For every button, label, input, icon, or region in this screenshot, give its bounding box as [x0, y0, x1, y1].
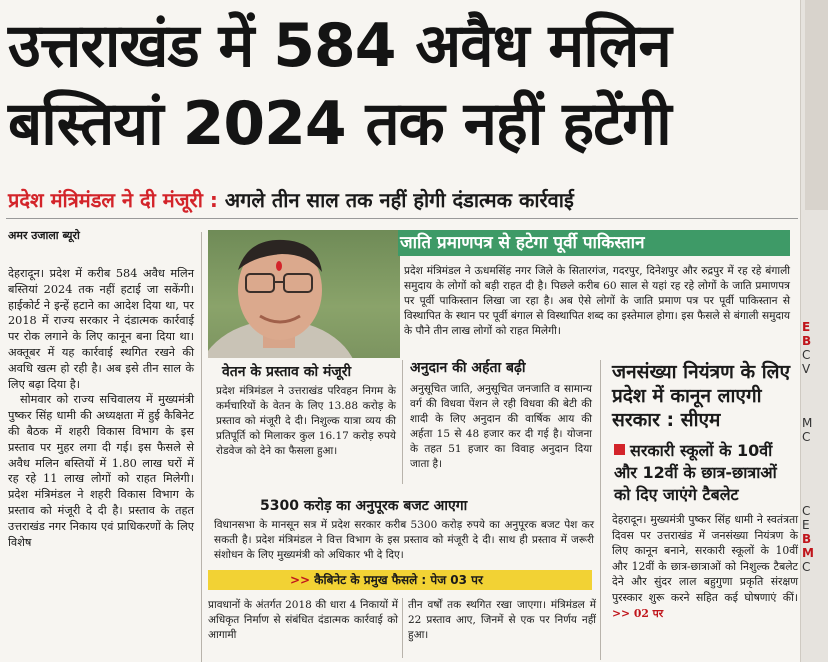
- headline-line-2: बस्तियां 2024 तक नहीं हटेंगी: [8, 89, 671, 159]
- subheadline-black: अगले तीन साल तक नहीं होगी दंडात्मक कार्रवाई: [217, 188, 574, 212]
- salary-body: प्रदेश मंत्रिमंडल ने उत्तराखंड परिवहन निगम के कर्मचारियों के वेतन के लिए 13.88 करोड़ के प्रस्ताव को मंजूरी दे दी। निशुल्क यात्रा व्यय की प्रतिपूर्ति को मिलाकर कुल 16.17 करोड़ रुपये रोडवेज को देने का फैसला हुआ।: [216, 385, 396, 457]
- salary-heading: वेतन के प्रस्ताव को मंजूरी: [222, 364, 352, 380]
- side-letter: V: [802, 362, 811, 376]
- caste-story: प्रदेश मंत्रिमंडल ने ऊधमसिंह नगर जिले के सितारगंज, गदरपुर, दिनेशपुर और रुद्रपुर में रह रहे बंगाली समुदाय के लोगों को बड़ी राहत दी है। पिछले करीब 60 साल से यहां रह रहे लोगों के जाति प्रमाणपत्र पर पूर्वी पाकिस्तान लिखा जा रहा है। अब ऐसे लोगों के जाति प्रमाण पत्र पर पूर्वी पाकिस्तान से विस्थापित के स्थान पर पूर्वी बंगाल से विस्थापित शब्द का इस्तेमाल होगा। इस फैसले से बंगाली समुदाय के पौने तीन लाख लोगों को राहत मिलेगी।: [404, 265, 790, 337]
- cabinet-strip-label: कैबिनेट के प्रमुख फैसले : पेज 03 पर: [310, 573, 483, 587]
- side-letter: M: [802, 416, 813, 430]
- side-letter: E: [802, 320, 811, 334]
- divider: [6, 218, 798, 219]
- population-body: [612, 512, 798, 621]
- side-letter: B: [802, 334, 812, 348]
- side-letter: C: [802, 430, 811, 444]
- column-rule-3: [600, 360, 601, 660]
- main-story-p1: देहरादून। प्रदेश में करीब 584 अवैध मलिन बस्तियां 2024 तक नहीं हटाई जा सकेंगी। हाईकोर्ट ने इन्हें हटाने का आदेश दिया था, पर 2018 में राज्य सरकार ने दंडात्मक कार्रवाई पर रोक लगाने के लिए कानून बना दिया था। अक्तूबर में यह कार्रवाई स्थगित रखने की अवधि खत्म हो रही है। अब इसे तीन साल के लिए बढ़ा दिया है।: [8, 267, 194, 391]
- column-rule-2: [402, 360, 403, 484]
- arrows-icon: >>: [290, 573, 311, 587]
- side-letter: C: [802, 348, 811, 362]
- budget-body: विधानसभा के मानसून सत्र में प्रदेश सरकार करीब 5300 करोड़ रुपये का अनुपूरक बजट पेश कर सकती है। प्रदेश मंत्रिमंडल ने वित्त विभाग के इस प्रस्ताव को मंजूरी दे दी। साथ ही प्रस्ताव में जरूरी संशोधन के लिए मुख्यमंत्री को अधिकार भी दे दिए।: [214, 519, 594, 561]
- side-letter: B: [802, 532, 812, 546]
- population-continued: >> 02 पर: [612, 606, 664, 620]
- grant-heading: अनुदान की अर्हता बढ़ी: [410, 360, 526, 376]
- caste-banner-title: जाति प्रमाणपत्र से हटेगा पूर्वी पाकिस्तान: [400, 233, 645, 253]
- budget-heading: 5300 करोड़ का अनुपूरक बजट आएगा: [260, 498, 468, 514]
- population-subheading: [614, 440, 798, 506]
- population-heading: जनसंख्या नियंत्रण के लिए प्रदेश में कानून लाएगी सरकार : सीएम: [612, 361, 791, 431]
- adjacent-page-letters: [802, 320, 828, 574]
- byline: अमर उजाला ब्यूरो: [8, 229, 80, 242]
- subheadline-red: प्रदेश मंत्रिमंडल ने दी मंजूरी :: [8, 188, 218, 212]
- side-letter: C: [802, 560, 811, 574]
- continuation-left: प्रावधानों के अंतर्गत 2018 की धारा 4 निकायों में अधिकृत निर्माण से संबंधित दंडात्मक कार्रवाई को आगामी: [208, 599, 398, 641]
- cabinet-strip-text: [290, 572, 483, 588]
- continuation-right: तीन वर्षों तक स्थगित रखा जाएगा। मंत्रिमंडल में 22 प्रस्ताव आए, जिनमें से एक पर निर्णय नहीं हुआ।: [408, 599, 596, 641]
- column-rule-4: [402, 598, 403, 658]
- adjacent-page-image: [805, 0, 828, 210]
- main-story-p2: सोमवार को राज्य सचिवालय में मुख्यमंत्री पुष्कर सिंह धामी की अध्यक्षता में हुई कैबिनेट की बैठक में शहरी विकास विभाग के इस प्रस्ताव पर मुहर लगा दी गई। इस फैसले से अवैध मलिन बस्तियों में 1.80 लाख घरों में रह रहे 11 लाख लोगों को राहत मिलेगी। प्रदेश मंत्रिमंडल ने शहरी विकास विभाग के प्रस्ताव को मंजूरी दे दी है। प्रस्ताव के तहत उत्तराखंड नगर निकाय एवं प्राधिकरणों के लिए विशेष: [8, 393, 194, 549]
- portrait-illustration: [208, 230, 400, 358]
- main-story: [8, 266, 194, 550]
- side-letter: C: [802, 504, 811, 518]
- population-body-text: देहरादून। मुख्यमंत्री पुष्कर सिंह धामी ने स्वतंत्रता दिवस पर उत्तराखंड में जनसंख्या नियंत्रण के लिए कानून बनाने, सरकारी स्कूलों के 10वीं और 12वीं के छात्र-छात्राओं को निशुल्क टैबलेट देने और सुंदर लाल बहुगुणा प्रकृति संरक्षण पुरस्कार शुरू करने सहित कई घोषणाएं कीं।: [612, 513, 798, 604]
- grant-body: अनुसूचित जाति, अनुसूचित जनजाति व सामान्य वर्ग की विधवा पेंशन ले रही विधवा की बेटी की शादी के लिए अनुदान की वार्षिक आय की अर्हता 15 से 48 हजार कर दी गई है। योजना के तहत 51 हजार का विवाह अनुदान दिया जाता है।: [410, 383, 592, 470]
- column-rule-1: [201, 232, 202, 662]
- side-letter: M: [802, 546, 814, 560]
- headline-line-1: उत्तराखंड में 584 अवैध मलिन: [8, 11, 671, 81]
- subheadline: [8, 186, 798, 213]
- population-subheading-text: सरकारी स्कूलों के 10वीं और 12वीं के छात्र-छात्राओं को दिए जाएंगे टैबलेट: [614, 441, 777, 504]
- side-letter: E: [802, 518, 810, 532]
- cm-photo: [208, 230, 400, 358]
- red-square-icon: [614, 444, 625, 455]
